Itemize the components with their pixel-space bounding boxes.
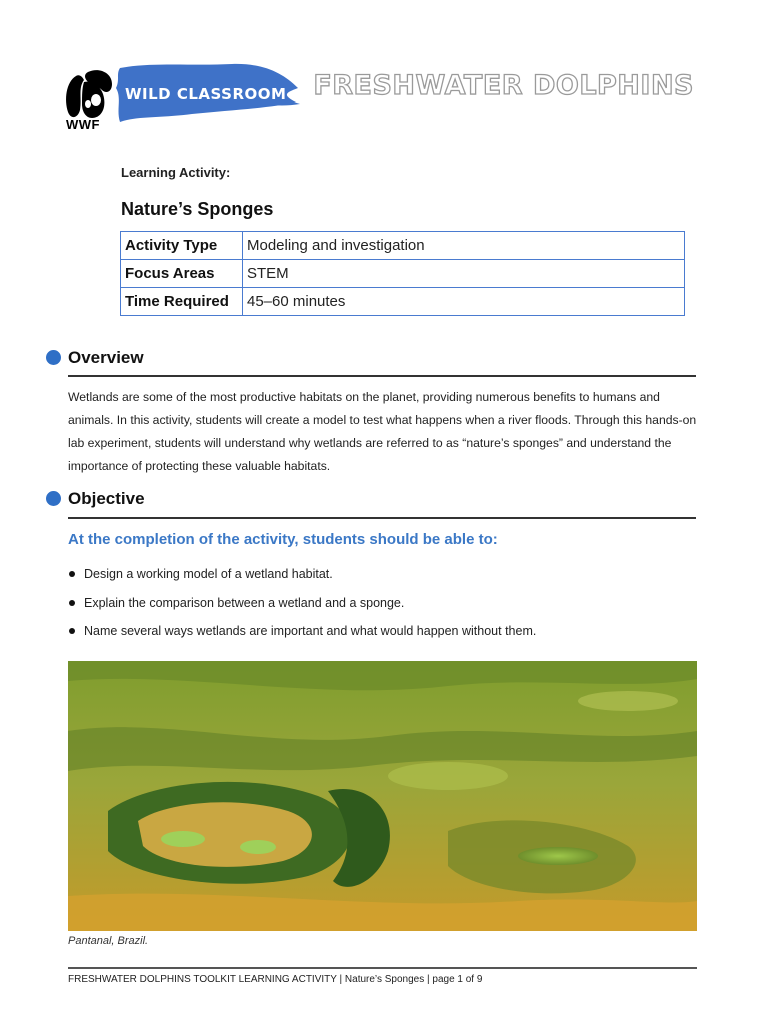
learning-activity-label: Learning Activity: [121, 165, 231, 180]
overview-divider [68, 375, 696, 377]
activity-info-table [120, 231, 685, 316]
wild-classroom-brand: WILD CLASSROOM [125, 85, 287, 103]
footer-divider [68, 967, 697, 969]
table-value: STEM [243, 260, 685, 288]
pantanal-aerial-photo [68, 661, 697, 931]
table-row [121, 232, 685, 260]
document-title: FRESHWATER DOLPHINS [313, 70, 694, 101]
table-key: Focus Areas [121, 260, 243, 288]
objective-bullet-icon [46, 491, 61, 506]
objective-intro: At the completion of the activity, students should be able to: [68, 531, 498, 548]
table-key: Activity Type [121, 232, 243, 260]
list-item: Design a working model of a wetland habitat. [68, 560, 688, 589]
table-row [121, 260, 685, 288]
objective-heading: Objective [68, 489, 145, 508]
overview-body: Wetlands are some of the most productive habitats on the planet, providing numerous benefits to humans and animals. In this activity, students will create a model to test what happens when a river floods. Through this hands-on lab experiment, students will understand why wetlands are referred to as “nature’s sponges” and understand the importance of protecting these valuable habitats. [68, 390, 697, 473]
page-footer: FRESHWATER DOLPHINS TOOLKIT LEARNING ACTIVITY | Nature’s Sponges | page 1 of 9 [68, 974, 483, 985]
list-item: Name several ways wetlands are important and what would happen without them. [68, 617, 688, 646]
objective-divider [68, 517, 696, 519]
photo-caption: Pantanal, Brazil. [68, 935, 149, 947]
table-value: 45–60 minutes [243, 288, 685, 316]
wwf-wordmark: WWF [66, 117, 100, 132]
table-value: Modeling and investigation [243, 232, 685, 260]
overview-bullet-icon [46, 350, 61, 365]
objective-list [68, 560, 688, 646]
list-item: Explain the comparison between a wetland and a sponge. [68, 589, 688, 618]
overview-heading: Overview [68, 348, 144, 367]
activity-title: Nature’s Sponges [121, 199, 274, 219]
table-key: Time Required [121, 288, 243, 316]
table-row [121, 288, 685, 316]
